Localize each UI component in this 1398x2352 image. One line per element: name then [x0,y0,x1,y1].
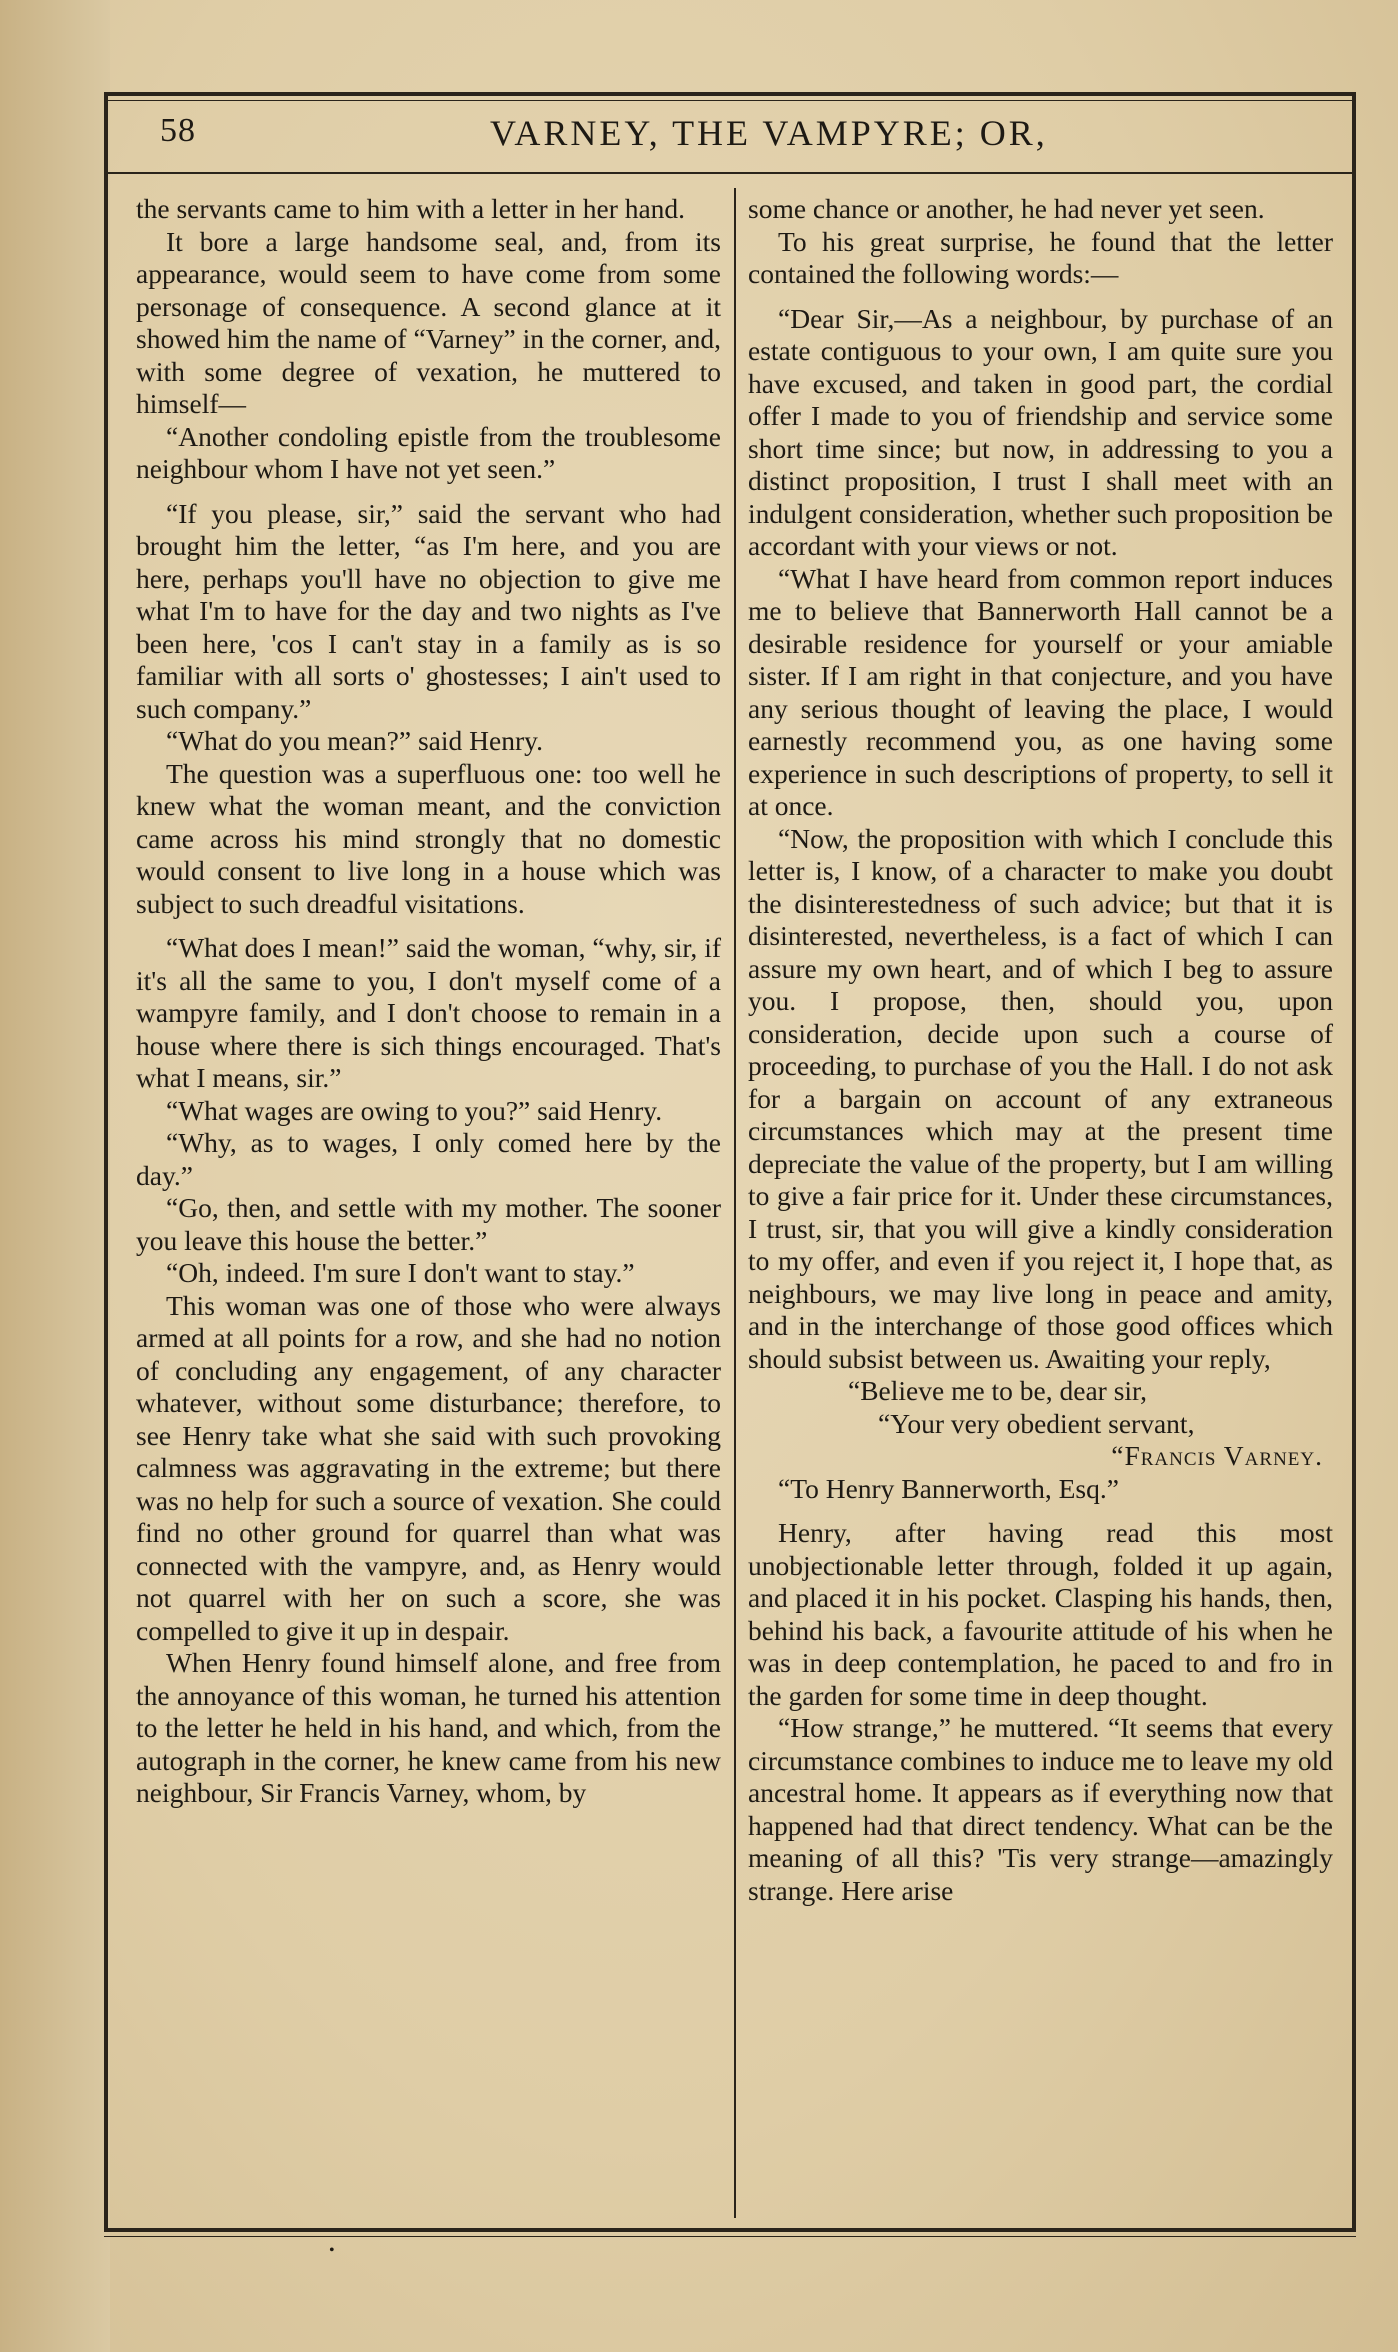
paragraph: “Go, then, and settle with my mother. The sooner you leave this house the better.” [136,1192,721,1256]
paragraph: Henry, after having read this most unobjectionable letter through, folded it up again, and placed it in his pocket. Clasping his hands, then, behind his back, a favourite attitude of his when he was in deep contemplation, he paced to and fro in the garden for some time in deep thought. [748,1517,1333,1711]
paragraph: “What does I mean!” said the woman, “why, sir, if it's all the same to you, I don't myself come of a wampyre family, and I don't choose to remain in a house where there is sich things encouraged. That's what I means, sir.” [136,932,721,1093]
letter-signature: “Francis Varney. [1111,1440,1323,1471]
paragraph: To his great surprise, he found that the letter contained the following words:— [748,225,1333,289]
paragraph: The question was a superfluous one: too well he knew what the woman meant, and the conviction came across his mind strongly that no domestic would consent to live long in a house which was subject to such dreadful visitations. [136,757,721,919]
paragraph: It bore a large handsome seal, and, from its appearance, would seem to have come from some personage of consequence. A second glance at it showed him the name of “Varney” in the corner, and, with some degree of vexation, he muttered to himself— [136,225,721,419]
paragraph: “What wages are owing to you?” said Henry. [166,1094,663,1126]
top-border-rule-thin [104,100,1356,101]
page-number: 58 [160,112,196,149]
paragraph: “What do you mean?” said Henry. [166,725,543,756]
running-title: VARNEY, THE VAMPYRE; OR, [490,113,1048,153]
paragraph: When Henry found himself alone, and free from the annoyance of this woman, he turned his attention to the letter he held in his hand, and which, from the autograph in the corner, he knew came from his new neighbour, Sir Francis Varney, whom, by [136,1647,721,1808]
left-border-rule [104,92,108,2232]
left-column [136,193,721,1810]
bottom-border-rule [104,2228,1356,2232]
letter-paragraph: “Dear Sir,—As a neighbour, by purchase of an estate contiguous to your own, I am quite sure you have excused, and taken in good part, the cordial offer I made to you of friendship and service some short time since; but now, in addressing to you a distinct proposition, I trust I shall meet with an indulgent consideration, whether such proposition be accordant with your views or not. [748,302,1333,561]
letter-paragraph: “What I have heard from common report induces me to believe that Bannerworth Hall cannot be a desirable residence for yourself or your amiable sister. If I am right in that conjecture, and you have any serious thought of leaving the place, I would earnestly recommend you, as one having some experience in such descriptions of property, to sell it at once. [748,562,1333,821]
page-header [160,112,1340,162]
paragraph: “How strange,” he muttered. “It seems that every circumstance combines to induce me to leave my old ancestral home. It appears as if everything now that happened had that direct tendency. What can be the meaning of all this? 'Tis very strange—amazingly strange. Here arise [748,1712,1333,1906]
paragraph: “If you please, sir,” said the servant who had brought him the letter, “as I'm here, and you are here, perhaps you'll have no objection to give me what I'm to have for the day and two nights as I've been here, 'cos I can't stay in a family as is so familiar with all sorts o' ghostesses; I ain't used to such company.” [136,497,721,724]
column-divider-rule [734,188,736,2218]
page-margin-shadow [0,0,110,2352]
letter-closing: “Believe me to be, dear sir, [848,1375,1147,1406]
letter-address: “To Henry Bannerworth, Esq.” [778,1472,1119,1504]
footer-ornament: • [329,2242,335,2259]
letter-paragraph: “Now, the proposition with which I conclude this letter is, I know, of a character to make you doubt the disinterestedness of such advice; but that it is disinterested, nevertheless, is a fact of which I can assure my own heart, and of which I beg to assure you. I propose, then, should you, upon consideration, decide upon such a course of proceeding, to purchase of you the Hall. I do not ask for a bargain on account of any extraneous circumstances which may at the present time depreciate the value of the property, but I am willing to give a fair price for it. Under these circumstances, I trust, sir, that you will give a kindly consideration to my offer, and even if you reject it, I hope that, as neighbours, we may live long in peace and amity, and in the interchange of those good offices which should subsist between us. Awaiting your reply, [748,822,1333,1374]
right-column [748,193,1333,1907]
paragraph: This woman was one of those who were always armed at all points for a row, and she had no notion of concluding any engagement, of any character whatever, without some disturbance; therefore, to see Henry take what she said with such provoking calmness was aggravating in the extreme; but there was no help for such a source of vexation. She could find no other ground for quarrel than what was connected with the vampyre, and, as Henry would not quarrel with her on such a score, she was compelled to give it up in despair. [136,1289,721,1646]
paragraph: “Oh, indeed. I'm sure I don't want to stay.” [166,1257,635,1288]
paragraph: “Another condoling epistle from the troublesome neighbour whom I have not yet seen.” [136,420,721,484]
letter-closing: “Your very obedient servant, [878,1407,1195,1439]
paragraph: the servants came to him with a letter in her hand. [136,193,686,224]
bottom-border-rule-thin [104,2236,1356,2237]
paragraph: some chance or another, he had never yet seen. [748,193,1265,224]
right-border-rule [1352,92,1356,2232]
top-border-rule [104,92,1356,96]
header-underline-rule [104,172,1356,174]
paragraph: “Why, as to wages, I only comed here by the day.” [136,1127,721,1191]
